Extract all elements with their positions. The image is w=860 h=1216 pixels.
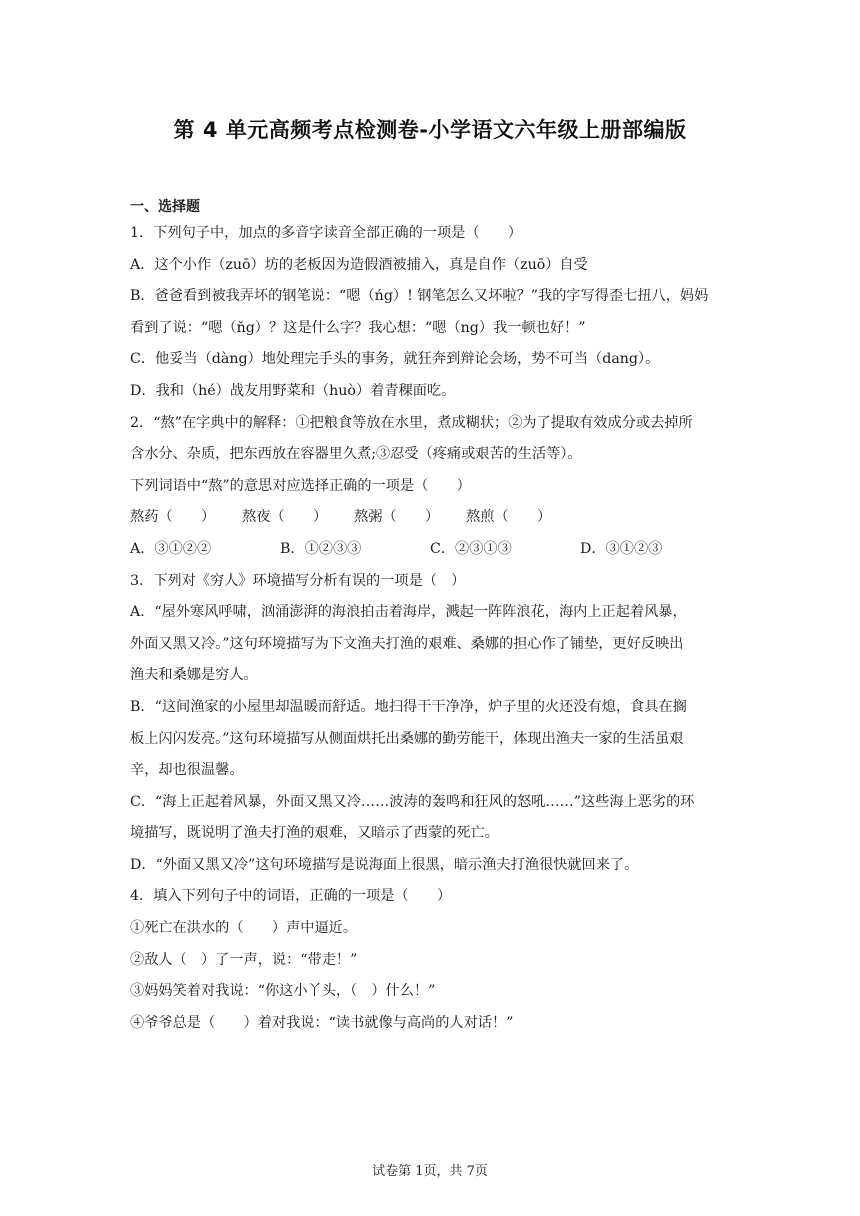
q4-sentence-4: ④爷爷总是（ ）着对我说：“读书就像与高尚的人对话！”	[130, 1014, 514, 1031]
q1-option-b-line2: 看到了说：“嗯（ňg）？这是什么字？我心想：“嗯（ng）我一顿也好！”	[130, 319, 586, 336]
exam-content	[130, 196, 732, 1039]
q1-stem: 1．下列句子中，加点的多音字读音全部正确的一项是（ ）	[130, 225, 523, 241]
q2-word: 熬夜（ ）	[242, 509, 328, 526]
q3-option-a-line2: 外面又黑又冷。”这句环境描写为下文渔夫打渔的艰难、桑娜的担心作了铺垫，更好反映出	[130, 635, 684, 652]
q2-option-a: A．③①②②	[130, 540, 212, 557]
q3-option-b-line1: B．“这间渔家的小屋里却温暖而舒适。地扫得干干净净，炉子里的火还没有熄，食具在搁	[130, 698, 687, 715]
q2-word: 熬煎（ ）	[466, 509, 552, 526]
q4-sentence-2: ②敌人（ ）了一声，说：“带走！”	[130, 951, 358, 968]
question-1	[130, 218, 732, 408]
q1-option-a: A．这个小作（zuō）坊的老板因为造假酒被捕入，真是自作（zuō）自受	[130, 256, 588, 273]
section-heading: 一、选择题	[130, 199, 200, 215]
q1-option-b-line1: B．爸爸看到被我弄坏的钢笔说：“嗯（ńg）! 钢笔怎么又坏啦？”我的字写得歪七扭八，妈妈	[130, 288, 709, 305]
q2-word: 熬粥（ ）	[354, 509, 440, 526]
question-2	[130, 408, 732, 566]
q2-option-b: B．①②③③	[280, 540, 362, 557]
page-title: 第 4 单元高频考点检测卷-小学语文六年级上册部编版	[173, 118, 687, 142]
question-4	[130, 881, 732, 1039]
q3-option-c-line2: 境描写，既说明了渔夫打渔的艰难，又暗示了西蒙的死亡。	[130, 825, 499, 842]
question-3	[130, 566, 732, 882]
q1-option-d: D．我和（hé）战友用野菜和（huò）着青稞面吃。	[130, 382, 456, 399]
q2-option-d: D．③①②③	[580, 540, 663, 557]
q2-option-c: C．②③①③	[430, 540, 512, 557]
q4-stem: 4．填入下列句子中的词语，正确的一项是（ ）	[130, 888, 452, 905]
q2-word-list	[130, 502, 732, 534]
q3-stem: 3．下列对《穷人》环境描写分析有误的一项是（ ）	[130, 572, 466, 589]
q3-option-b-line3: 辛，却也很温馨。	[130, 762, 244, 779]
page-footer: 试卷第 1页，共 7页	[372, 1164, 488, 1179]
q3-option-c-line1: C．“海上正起着风暴，外面又黑又冷……波涛的轰鸣和狂风的怒吼……”这些海上恶劣的环	[130, 793, 695, 810]
q4-sentence-3: ③妈妈笑着对我说：“你这小丫头，（ ）什么！”	[130, 983, 436, 1000]
q3-option-a-line3: 渔夫和桑娜是穷人。	[130, 667, 258, 684]
q4-sentence-1: ①死亡在洪水的（ ）声中逼近。	[130, 920, 358, 937]
q2-options	[130, 534, 732, 566]
q2-line1: 2．“熬”在字典中的解释：①把粮食等放在水里，煮成糊状；②为了提取有效成分或去掉所	[130, 414, 693, 431]
q3-option-d: D．“外面又黑又冷”这句环境描写是说海面上很黑，暗示渔夫打渔很快就回来了。	[130, 856, 639, 873]
q2-line3: 下列词语中“熬”的意思对应选择正确的一项是（ ）	[130, 477, 471, 494]
q1-option-c: C．他妥当（dàng）地处理完手头的事务，就狂奔到辩论会场，势不可当（dang）。	[130, 351, 660, 368]
q3-option-a-line1: A．“屋外寒风呼啸，汹涌澎湃的海浪拍击着海岸，溅起一阵阵浪花，海内上正起着风暴，	[130, 604, 687, 621]
q2-line2: 含水分、杂质，把东西放在容器里久煮;③忍受（疼痛或艰苦的生活等）。	[130, 446, 582, 463]
q2-word: 熬药（ ）	[130, 509, 216, 526]
q3-option-b-line2: 板上闪闪发亮。”这句环境描写从侧面烘托出桑娜的勤劳能干，体现出渔夫一家的生活虽艰	[130, 730, 684, 747]
